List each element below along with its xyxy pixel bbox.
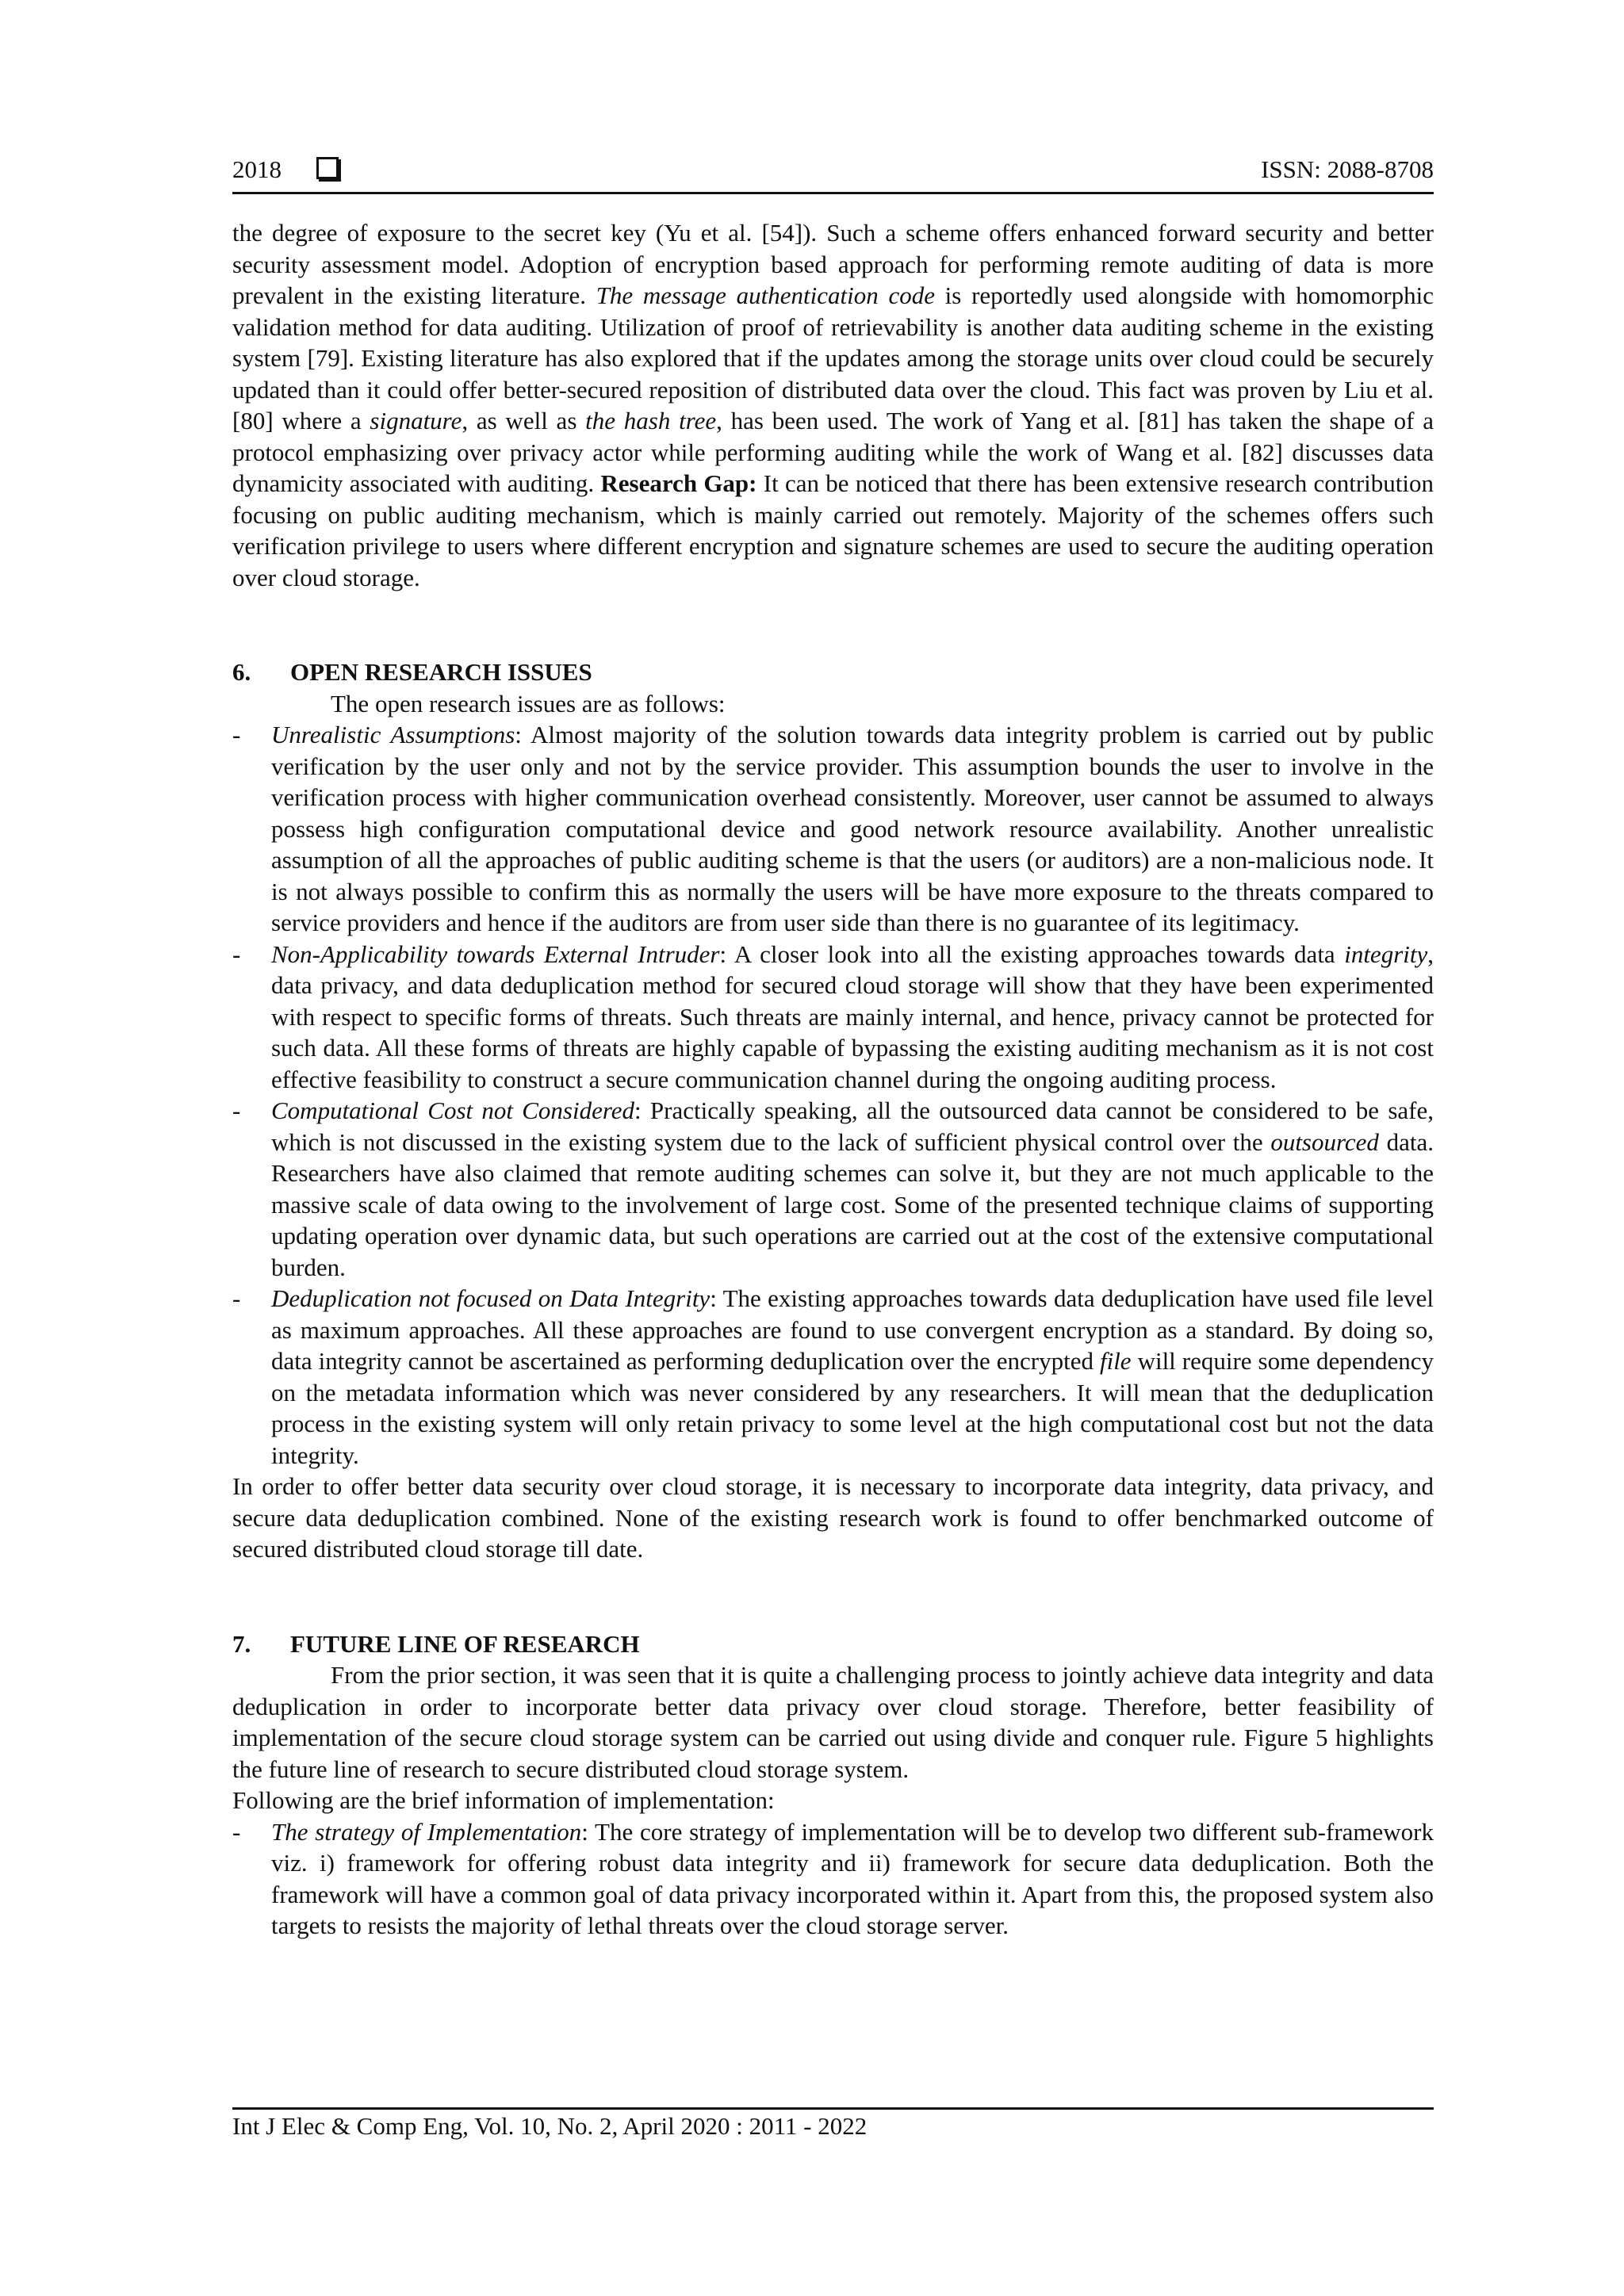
section-6-heading xyxy=(232,656,1434,688)
item-text: : The existing approaches towards data deduplication have used file level as maximum approaches. All these approaches are found to use convergent encryption as a standard. By doing so, data integrity cannot be ascertained as performing deduplication over the encrypted xyxy=(271,1284,1434,1375)
section-7-heading xyxy=(232,1628,1434,1660)
header-left xyxy=(232,155,339,184)
dash-bullet: - xyxy=(232,721,241,748)
paragraph-continuation xyxy=(232,217,1434,593)
page-header xyxy=(232,155,1434,193)
item-title: The strategy of Implementation xyxy=(271,1817,582,1846)
item-emphasis: integrity xyxy=(1344,939,1428,968)
item-text: : A closer look into all the existing approaches towards data xyxy=(719,939,1345,968)
section-7-paragraph: From the prior section, it was seen that it is quite a challenging process to jointly achieve data integrity and data deduplication in order to incorporate better data privacy over cloud storage. Therefore, better feasibility of implementation of the secure cloud storage system can be carried out using divide and conquer rule. Figure 5 highlights the future line of research to secure distributed cloud storage system. xyxy=(232,1661,1434,1783)
section-title: OPEN RESEARCH ISSUES xyxy=(290,658,592,686)
text-run: , has been used. The work of Yang et al. [81] has taken the shape of a protocol emphasizing over privacy actor while performing auditing while the work of Wang et al. [82] discusses data dynamicity associated with auditing. xyxy=(232,407,1434,497)
text-run: It can be noticed that there has been extensive research contribution focusing on public auditing mechanism, which is mainly carried out remotely. Majority of the schemes offers such verification privilege to users where different encryption and signature schemes are used to secure the auditing operation over cloud storage. xyxy=(232,469,1434,591)
footer-citation: Int J Elec & Comp Eng, Vol. 10, No. 2, April 2020 : 2011 - 2022 xyxy=(232,2112,868,2140)
header-rule xyxy=(232,192,1434,194)
text-run: , as well as xyxy=(462,407,586,434)
list-item xyxy=(232,1095,1434,1283)
item-text: , data privacy, and data deduplication method for secured cloud storage will show that they have been experimented with respect to specific forms of threats. Such threats are mainly internal, and hence, privacy cannot be protected for such data. All these forms of threats are highly capable of bypassing the existing auditing mechanism as it is not cost effective feasibility to construct a secure communication channel during the ongoing auditing process. xyxy=(271,939,1434,1093)
list-item xyxy=(232,1816,1434,1942)
item-title: Deduplication not focused on Data Integrity xyxy=(271,1284,710,1312)
implementation-list xyxy=(232,1816,1434,1942)
page-body xyxy=(232,217,1434,1942)
item-title: Unrealistic Assumptions xyxy=(271,721,515,748)
section-number: 6. xyxy=(232,658,251,686)
item-emphasis: outsourced xyxy=(1270,1127,1379,1156)
section-title: FUTURE LINE OF RESEARCH xyxy=(290,1629,640,1658)
footer-rule xyxy=(232,2107,1434,2110)
section-6-closing: In order to offer better data security over cloud storage, it is necessary to incorporate data integrity, data privacy, and secure data deduplication combined. None of the existing research work is found to offer benchmarked outcome of secured distributed cloud storage till date. xyxy=(232,1472,1434,1563)
item-text: will require some dependency on the metadata information which was never considered by any researchers. It will mean that the deduplication process in the existing system will only retain privacy to some level at the high computational cost but not the data integrity. xyxy=(271,1347,1434,1469)
dash-bullet: - xyxy=(232,1096,241,1124)
list-item xyxy=(232,939,1434,1096)
dash-bullet: - xyxy=(232,1817,241,1846)
item-title: Computational Cost not Considered xyxy=(271,1096,635,1124)
checkbox-glyph-icon xyxy=(316,157,339,179)
item-text: : Almost majority of the solution towards data integrity problem is carried out by public verification by the user only and not by the service provider. This assumption bounds the user to involve in the verification process with higher communication overhead consistently. Moreover, user cannot be assumed to always possess high configuration computational device and good network resource availability. Another unrealistic assumption of all the approaches of public auditing scheme is that the users (or auditors) are a non-malicious node. It is not always possible to confirm this as normally the users will be have more exposure to the threats compared to service providers and hence if the auditors are from user side than there is no guarantee of its legitimacy. xyxy=(271,721,1434,936)
item-emphasis: file xyxy=(1099,1347,1132,1375)
item-text: : Practically speaking, all the outsourced data cannot be considered to be safe, which is not discussed in the existing system due to the lack of sufficient physical control over the xyxy=(271,1096,1434,1156)
section-6-intro: The open research issues are as follows: xyxy=(331,689,726,718)
research-gap-label: Research Gap: xyxy=(600,469,757,497)
list-item xyxy=(232,1283,1434,1471)
text-run-italic: the hash tree xyxy=(585,407,717,434)
item-text: : The core strategy of implementation will be to develop two different sub-framework viz. i) framework for offering robust data integrity and ii) framework for secure data deduplication. Both the framework will have a common goal of data privacy incorporated within it. Apart from this, the proposed system also targets to resists the majority of lethal threats over the cloud storage server. xyxy=(271,1817,1434,1939)
item-title: Non-Applicability towards External Intruder xyxy=(271,939,720,968)
text-run-italic: signature xyxy=(370,407,462,434)
list-item xyxy=(232,719,1434,939)
text-run: is reportedly used alongside with homomorphic validation method for data auditing. Utilization of proof of retrievability is another data auditing scheme in the existing system [79]. Existing literature has also explored that if the updates among the storage units over cloud could be securely updated than it could offer better-secured reposition of distributed data over the cloud. This fact was proven by Liu et al. [80] where a xyxy=(232,281,1434,434)
dash-bullet: - xyxy=(232,1284,241,1312)
dash-bullet: - xyxy=(232,939,241,968)
open-issues-list xyxy=(232,719,1434,1471)
item-text: data. Researchers have also claimed that remote auditing schemes can solve it, but they are not much applicable to the massive scale of data owing to the involvement of large cost. Some of the presented technique claims of supporting updating operation over dynamic data, but such operations are carried out at the cost of the extensive computational burden. xyxy=(271,1127,1434,1281)
section-number: 7. xyxy=(232,1629,251,1658)
text-run-italic: The message authentication code xyxy=(596,281,935,309)
page-number: 2018 xyxy=(232,155,282,183)
text-run: the degree of exposure to the secret key (Yu et al. [54]). Such a scheme offers enhanced forward security and better security assessment model. Adoption of encryption based approach for performing remote auditing of data is more prevalent in the existing literature. xyxy=(232,219,1434,309)
section-7-lead-in: Following are the brief information of implementation: xyxy=(232,1786,775,1814)
journal-issn: ISSN: 2088-8708 xyxy=(1261,155,1434,183)
